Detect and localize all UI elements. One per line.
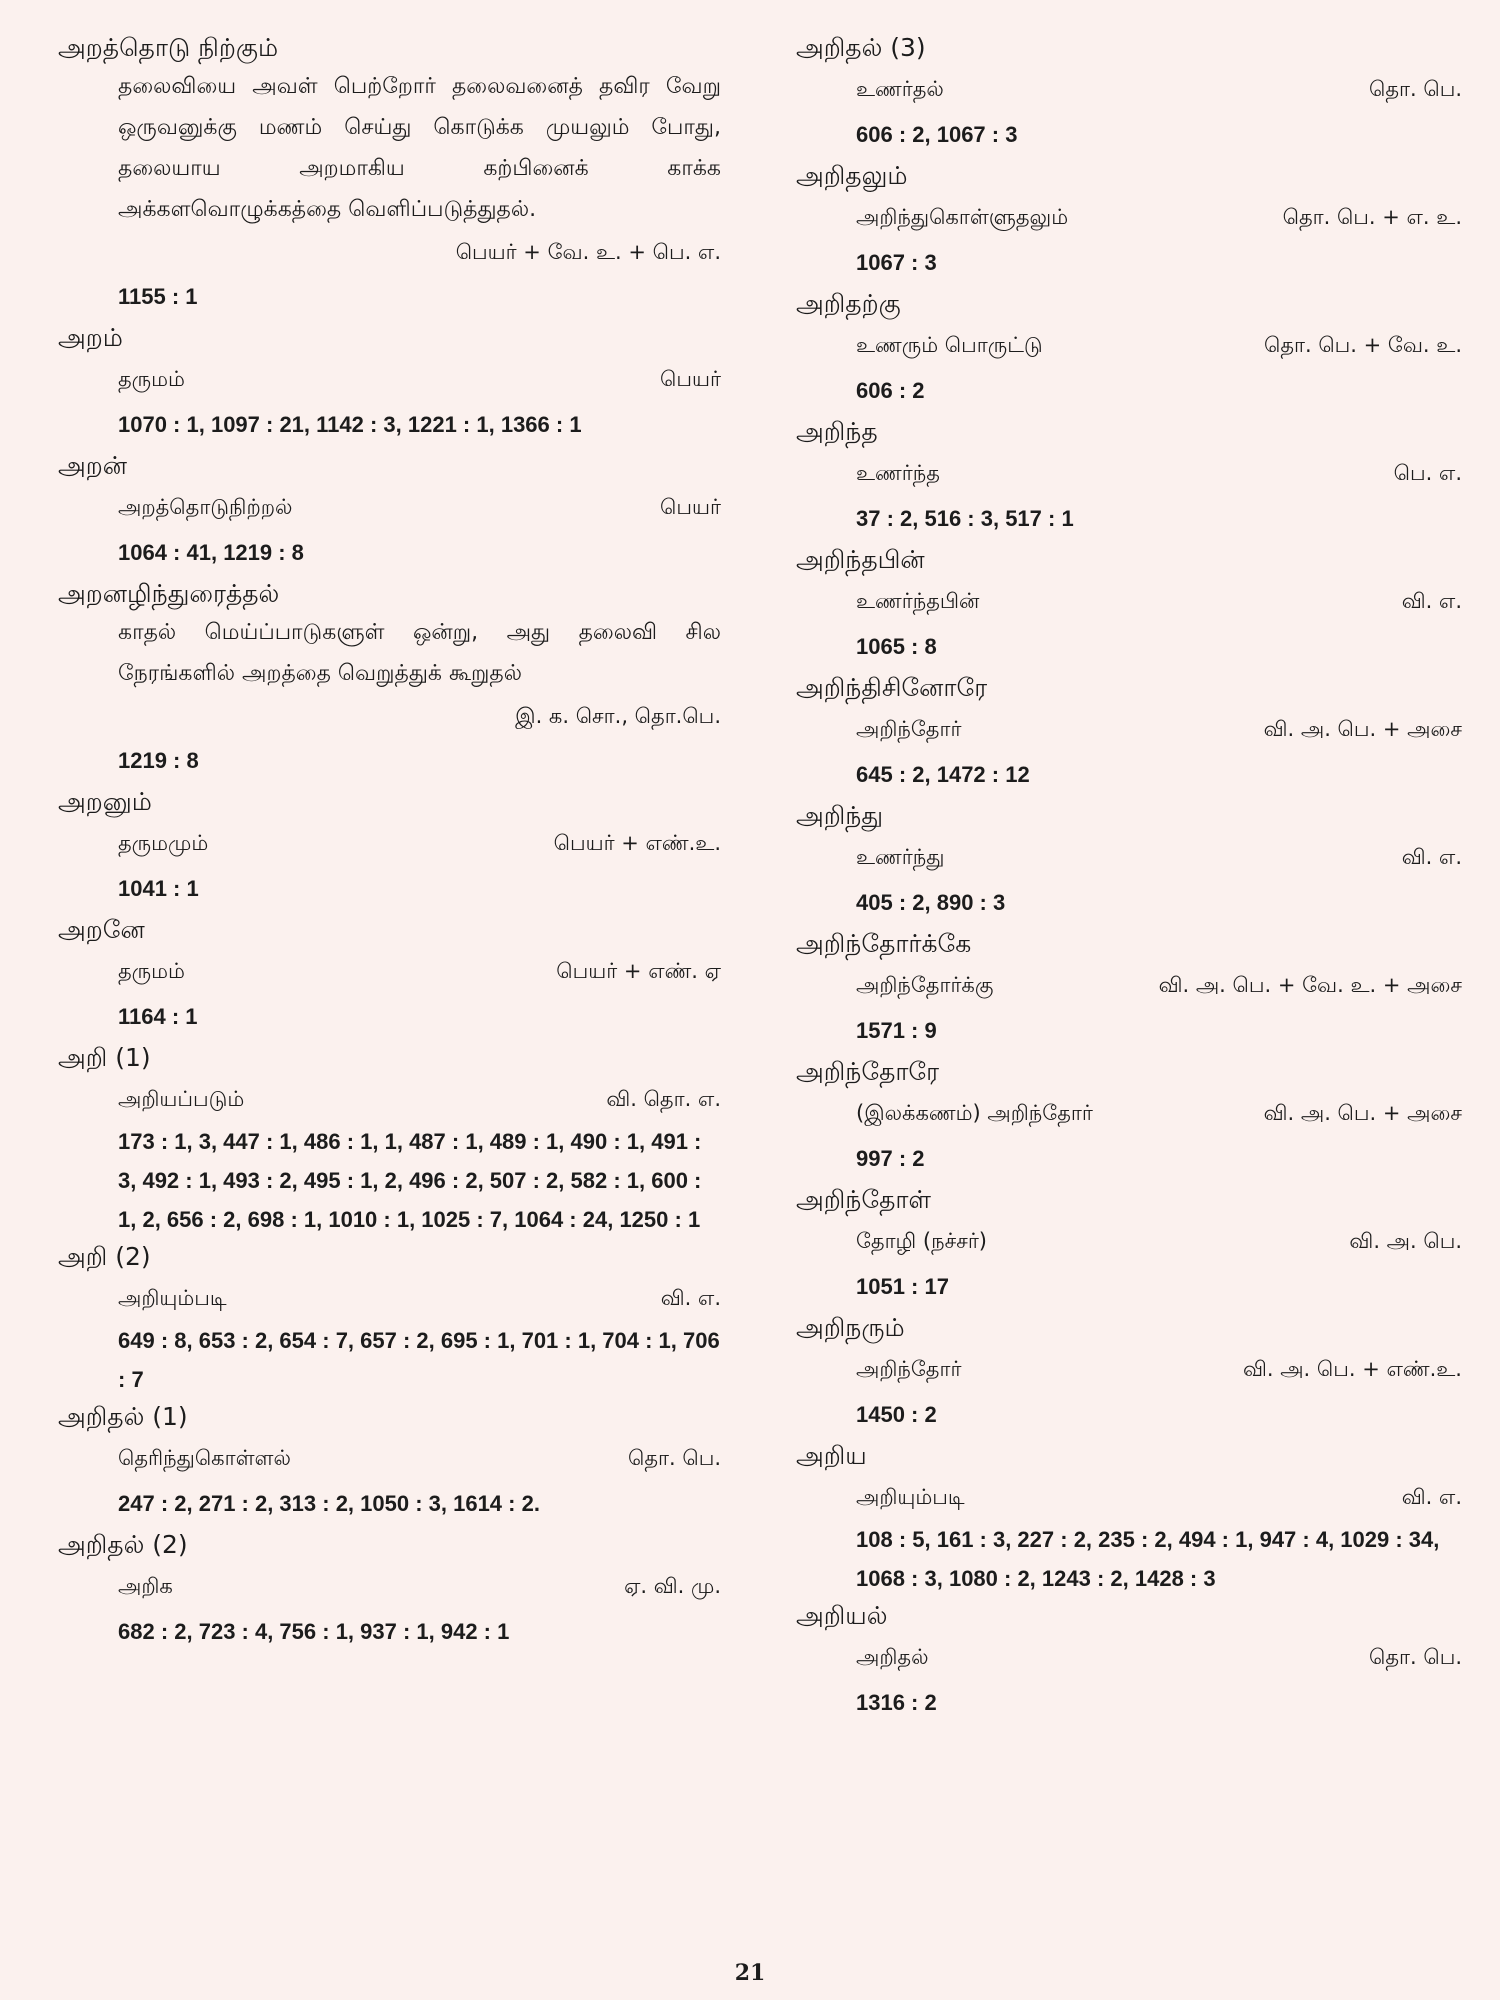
entry-meaning: அறிதல் (856, 1645, 929, 1669)
entry-meaning: (இலக்கணம்) அறிந்தோர் (856, 1101, 1093, 1125)
dictionary-entry (796, 1310, 1462, 1438)
dictionary-entry (796, 286, 1462, 414)
entry-headword: அறிந்து (796, 801, 884, 830)
entry-grammar: வி. தொ. எ. (606, 1087, 721, 1111)
entry-meaning: அறியும்படி (856, 1485, 965, 1509)
entry-references: 108 : 5, 161 : 3, 227 : 2, 235 : 2, 494 : 1, 947 : 4, 1029 : 34, 1068 : 3, 1080 : 2, 1243 : 2, 1428 : 3 (856, 1527, 1440, 1591)
dictionary-entry (796, 414, 1462, 542)
entry-description: காதல் மெய்ப்பாடுகளுள் ஒன்று, அது தலைவி சில நேரங்களில் அறத்தை வெறுத்துக் கூறுதல் (118, 620, 721, 686)
entry-grammar: வி. எ. (1401, 1485, 1462, 1509)
entry-meaning: அறிக (118, 1574, 173, 1598)
entry-meaning: உணர்ந்த (856, 461, 940, 485)
entry-meaning: அறிந்துகொள்ளுதலும் (856, 205, 1069, 229)
entry-headword: அறிய (796, 1441, 867, 1470)
entry-meaning: அறியும்படி (118, 1286, 227, 1310)
entry-headword: அறிதல் (3) (796, 33, 926, 62)
entry-meaning: உணர்ந்து (856, 845, 945, 869)
entry-references: 606 : 2 (856, 378, 925, 403)
entry-headword: அறன் (58, 451, 128, 480)
entry-references: 1051 : 17 (856, 1274, 949, 1299)
entry-headword: அறியல் (796, 1601, 888, 1630)
entry-references: 1316 : 2 (856, 1690, 937, 1715)
left-column (58, 30, 721, 1655)
entry-references: 1065 : 8 (856, 634, 937, 659)
entry-references: 997 : 2 (856, 1146, 925, 1171)
dictionary-entry (58, 912, 721, 1040)
entry-headword: அறிதலும் (796, 161, 908, 190)
entry-grammar: தொ. பெ. (628, 1446, 721, 1470)
entry-grammar: வி. எ. (1401, 589, 1462, 613)
entry-headword: அறனே (58, 915, 145, 944)
dictionary-entry (796, 1598, 1462, 1726)
entry-headword: அறிதற்கு (796, 289, 901, 318)
entry-meaning: உணரும் பொருட்டு (856, 333, 1043, 357)
entry-grammar: பெ. எ. (1393, 461, 1462, 485)
dictionary-entry (58, 448, 721, 576)
entry-grammar: வி. அ. பெ. + அசை (1263, 1101, 1462, 1125)
entry-grammar: வி. எ. (660, 1286, 721, 1310)
entry-meaning: தெரிந்துகொள்ளல் (118, 1446, 291, 1470)
entry-headword: அறிதல் (1) (58, 1402, 188, 1431)
entry-headword: அறிந்தோர்க்கே (796, 929, 972, 958)
entry-meaning: அறியப்படும் (118, 1087, 245, 1111)
entry-meaning: தருமமும் (118, 831, 209, 855)
entry-grammar: வி. எ. (1401, 845, 1462, 869)
entry-meaning: அறிந்தோர் (856, 1357, 962, 1381)
entry-headword: அறம் (58, 323, 123, 352)
entry-references: 606 : 2, 1067 : 3 (856, 122, 1018, 147)
entry-grammar: வி. அ. பெ. + வே. உ. + அசை (1158, 973, 1462, 997)
entry-headword: அறி (2) (58, 1242, 151, 1271)
entry-references: 1067 : 3 (856, 250, 937, 275)
entry-meaning: அறிந்தோர் (856, 717, 962, 741)
dictionary-entry (796, 1182, 1462, 1310)
entry-grammar: தொ. பெ. (1369, 1645, 1462, 1669)
entry-grammar: வி. அ. பெ. + எண்.உ. (1242, 1357, 1462, 1381)
entry-headword: அறனும் (58, 787, 152, 816)
entry-meaning: தருமம் (118, 959, 185, 983)
entry-grammar: தொ. பெ. + வே. உ. (1263, 333, 1462, 357)
entry-grammar: பெயர் (660, 495, 721, 519)
entry-headword: அறனழிந்துரைத்தல் (58, 579, 280, 608)
entry-grammar: பெயர் + எண். ஏ (556, 959, 721, 983)
entry-description: தலைவியை அவள் பெற்றோர் தலைவனைத் தவிர வேறு ஒருவனுக்கு மணம் செய்து கொடுக்க முயலும் போது, தலையாய அறமாகிய கற்பினைக் காக்க அக்களவொழுக்கத்தை வெளிப்படுத்துதல். (118, 74, 721, 222)
entry-headword: அறிந்தோரே (796, 1057, 940, 1086)
dictionary-entry (58, 1399, 721, 1527)
entry-headword: அறிந்தபின் (796, 545, 925, 574)
dictionary-entry (796, 158, 1462, 286)
entry-references: 1450 : 2 (856, 1402, 937, 1427)
entry-grammar: வி. அ. பெ. (1349, 1229, 1462, 1253)
entry-grammar: வி. அ. பெ. + அசை (1263, 717, 1462, 741)
entry-headword: அறிநரும் (796, 1313, 905, 1342)
entry-headword: அறி (1) (58, 1043, 151, 1072)
entry-references: 682 : 2, 723 : 4, 756 : 1, 937 : 1, 942 : 1 (118, 1619, 510, 1644)
entry-headword: அறிந்தோள் (796, 1185, 931, 1214)
entry-grammar: ஏ. வி. மு. (624, 1574, 721, 1598)
dictionary-entry (796, 542, 1462, 670)
entry-references: 1041 : 1 (118, 876, 199, 901)
dictionary-entry (58, 1239, 721, 1399)
entry-headword: அறிந்த (796, 417, 878, 446)
dictionary-entry (58, 576, 721, 784)
entry-references: 1070 : 1, 1097 : 21, 1142 : 3, 1221 : 1, 1366 : 1 (118, 412, 582, 437)
entry-meaning: அறிந்தோர்க்கு (856, 973, 994, 997)
entry-references: 1064 : 41, 1219 : 8 (118, 540, 304, 565)
dictionary-entry (796, 1438, 1462, 1598)
dictionary-entry (58, 784, 721, 912)
entry-meaning: உணர்ந்தபின் (856, 589, 980, 613)
right-column (796, 30, 1462, 1726)
entry-meaning: தோழி (நச்சர்) (856, 1229, 987, 1253)
entry-references: 1155 : 1 (118, 284, 198, 309)
dictionary-entry (796, 926, 1462, 1054)
entry-references: 405 : 2, 890 : 3 (856, 890, 1006, 915)
entry-grammar: தொ. பெ. + எ. உ. (1282, 205, 1462, 229)
entry-meaning: அறத்தொடுநிற்றல் (118, 495, 293, 519)
dictionary-entry (796, 670, 1462, 798)
entry-references: 645 : 2, 1472 : 12 (856, 762, 1030, 787)
dictionary-entry (58, 1527, 721, 1655)
entry-headword: அறிதல் (2) (58, 1530, 188, 1559)
dictionary-entry (58, 30, 721, 320)
entry-grammar: தொ. பெ. (1369, 77, 1462, 101)
entry-references: 1219 : 8 (118, 748, 199, 773)
entry-grammar: இ. க. சொ., தொ.பெ. (515, 704, 721, 728)
page-number: 21 (734, 1960, 766, 1986)
dictionary-entry (796, 1054, 1462, 1182)
dictionary-entry (796, 30, 1462, 158)
entry-headword: அறிந்திசினோரே (796, 673, 988, 702)
dictionary-entry (58, 1040, 721, 1239)
entry-references: 37 : 2, 516 : 3, 517 : 1 (856, 506, 1074, 531)
entry-grammar: பெயர் + எண்.உ. (553, 831, 721, 855)
entry-meaning: தருமம் (118, 367, 185, 391)
entry-references: 173 : 1, 3, 447 : 1, 486 : 1, 1, 487 : 1, 489 : 1, 490 : 1, 491 : 3, 492 : 1, 493 : 2, 495 : 1, 2, 496 : 2, 507 : 2, 582 : 1, 600 : 1, 2, 656 : 2, 698 : 1, 1010 : 1, 1025 : 7, 1064 : 24, 1250 : 1 (118, 1129, 702, 1232)
entry-grammar: பெயர் + வே. உ. + பெ. எ. (455, 240, 721, 264)
entry-grammar: பெயர் (660, 367, 721, 391)
entry-headword: அறத்தொடு நிற்கும் (58, 33, 279, 62)
dictionary-entry (58, 320, 721, 448)
dictionary-entry (796, 798, 1462, 926)
entry-references: 1571 : 9 (856, 1018, 937, 1043)
entry-references: 247 : 2, 271 : 2, 313 : 2, 1050 : 3, 1614 : 2. (118, 1491, 540, 1516)
entry-references: 1164 : 1 (118, 1004, 198, 1029)
entry-meaning: உணர்தல் (856, 77, 944, 101)
entry-references: 649 : 8, 653 : 2, 654 : 7, 657 : 2, 695 : 1, 701 : 1, 704 : 1, 706 : 7 (118, 1328, 720, 1392)
